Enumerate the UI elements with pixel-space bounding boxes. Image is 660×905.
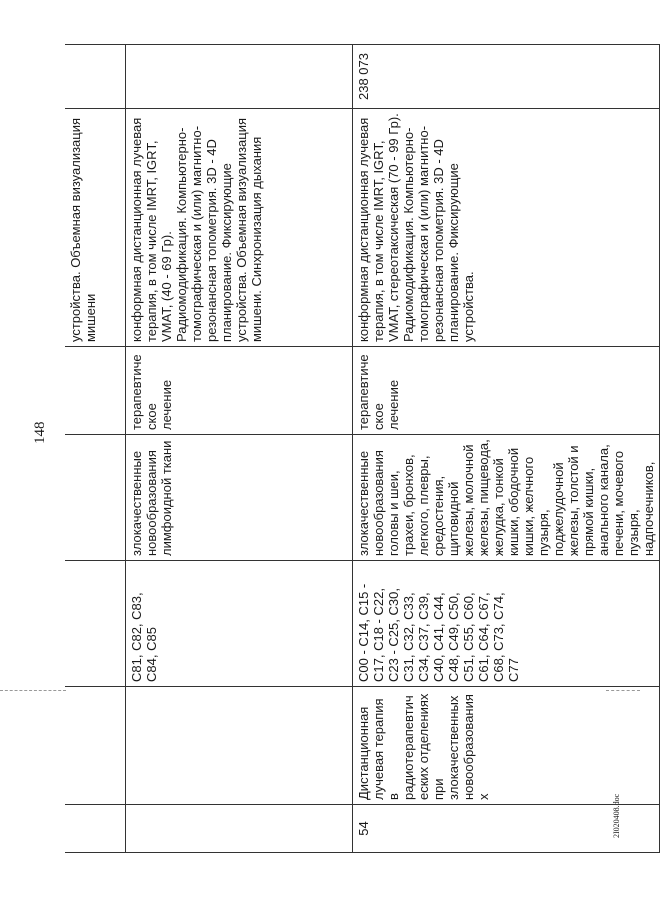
cont-treatment-cell: терапевтическое лечение — [126, 347, 353, 435]
head-name-cell — [65, 687, 126, 805]
head-num-cell — [65, 805, 126, 853]
head-treatment-cell — [65, 347, 126, 435]
row-name-cell: Дистанционная лучевая терапия в радиотерапевтических отделениях при злокачественных новообразованиях — [353, 687, 660, 805]
head-diagnosis-cell — [65, 435, 126, 561]
row-amount-cell: 238 073 — [353, 45, 660, 109]
cont-amount-cell — [126, 45, 353, 109]
row-methods-cell: конформная дистанционная лучевая терапия, в том числе IMRT, IGRT, VMAT, стереотаксическая (70 - 99 Гр). Радиомодификация. Компьютерно-томографическая и (или) магнитно-резонансная топометрия. 3D - 4D планирование. Фиксирующие устройства. — [353, 109, 660, 347]
cont-name-cell — [126, 687, 353, 805]
head-methods-cell: устройства. Объемная визуализация мишени — [65, 109, 126, 347]
head-amount-cell — [65, 45, 126, 109]
table-row — [353, 45, 660, 853]
footer-code: 2I020408.doc — [612, 793, 621, 838]
cont-codes-cell: C81, C82, C83, C84, C85 — [126, 561, 353, 687]
row-treatment-cell: терапевтическое лечение — [353, 347, 660, 435]
table-row — [126, 45, 353, 853]
cont-methods-cell: конформная дистанционная лучевая терапия, в том числе IMRT, IGRT, VMAT, (40 - 69 Гр). Радиомодификация. Компьютерно-томографическая и (или) магнитно-резонансная топометрия. 3D - 4D планирование. Фиксирующие устройства. Объемная визуализация мишени. Синхронизация дыхания — [126, 109, 353, 347]
cont-diagnosis-cell: злокачественные новообразования лимфоидной ткани — [126, 435, 353, 561]
head-codes-cell — [65, 561, 126, 687]
cont-num-cell — [126, 805, 353, 853]
row-number-cell: 54 — [353, 805, 660, 853]
row-diagnosis-cell: злокачественные новообразования головы и шеи, трахеи, бронхов, легкого, плевры, средостения, щитовидной железы, молочной железы, пищевода, желудка, тонкой кишки, ободочной кишки, желчного пузыря, поджелудочной железы, толстой и прямой кишки, анального канала, печени, мочевого пузыря, надпочечников, — [353, 435, 660, 561]
services-table — [65, 44, 660, 853]
fold-line-left — [0, 690, 66, 691]
row-codes-cell: C00 - C14, C15 - C17, C18 - C22, C23 - C25, C30, C31, C32, C33, C34, C37, C39, C40, C41, C44, C48, C49, C50, C51, C55, C60, C61, C64, C67, C68, C73, C74, C77 — [353, 561, 660, 687]
header-continuation-row — [65, 45, 126, 853]
page-number: 148 — [32, 421, 48, 444]
